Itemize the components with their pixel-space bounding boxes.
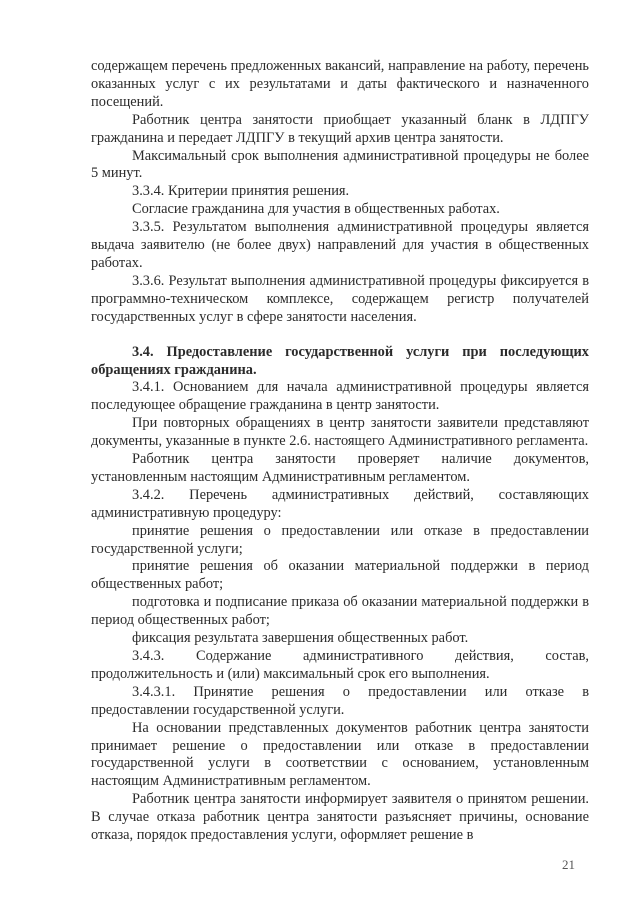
paragraph: Согласие гражданина для участия в общественных работах. (132, 201, 500, 218)
paragraph: 3.3.6. Результат выполнения административной процедуры фиксируется в программно-техническом комплексе, содержащем регистр получателей государственных услуг в сфере занятости населения. (91, 272, 589, 325)
paragraph: На основании представленных документов работник центра занятости принимает решение о предоставлении или отказе в предоставлении государственной услуги в соответствии с основанием, установленным настоящим Административным регламентом. (91, 719, 589, 790)
document-body (91, 58, 589, 845)
paragraph: Работник центра занятости приобщает указанный бланк в ЛДПГУ гражданина и передает ЛДПГУ в текущий архив центра занятости. (91, 111, 589, 146)
list-item: подготовка и подписание приказа об оказании материальной поддержки в период общественных работ; (91, 594, 589, 629)
paragraph: 3.4.2. Перечень административных действий, составляющих административную процедуру: (91, 486, 589, 521)
list-item: принятие решения об оказании материальной поддержки в период общественных работ; (91, 558, 589, 593)
paragraph: Работник центра занятости информирует заявителя о принятом решении. В случае отказа работник центра занятости разъясняет причины, основание отказа, порядок предоставления услуги, оформляет решение в (91, 791, 589, 844)
paragraph: 3.3.5. Результатом выполнения административной процедуры является выдача заявителю (не более двух) направлений для участия в общественных работах. (91, 219, 589, 271)
paragraph: При повторных обращениях в центр занятости заявители представляют документы, указанные в пункте 2.6. настоящего Административного регламента. (91, 415, 589, 450)
paragraph: 3.4.3. Содержание административного действия, состав, продолжительность и (или) максимальный срок его выполнения. (91, 648, 589, 682)
paragraph: 3.4.1. Основанием для начала административной процедуры является последующее обращение гражданина в центр занятости. (91, 379, 589, 414)
list-item: принятие решения о предоставлении или отказе в предоставлении государственной услуги; (91, 522, 589, 557)
paragraph: содержащем перечень предложенных вакансий, направление на работу, перечень оказанных услуг с их результатами и даты фактического и назначенного посещений. (91, 58, 589, 110)
paragraph: 3.3.4. Критерии принятия решения. (132, 183, 350, 200)
section-heading: 3.4. Предоставление государственной услуги при последующих обращениях гражданина. (91, 343, 589, 378)
paragraph: Максимальный срок выполнения административной процедуры не более 5 минут. (91, 147, 589, 182)
paragraph: Работник центра занятости проверяет наличие документов, установленным настоящим Административным регламентом. (91, 451, 589, 485)
page-number: 21 (562, 857, 575, 872)
list-item: фиксация результата завершения общественных работ. (132, 630, 469, 647)
paragraph: 3.4.3.1. Принятие решения о предоставлении или отказе в предоставлении государственной услуги. (91, 683, 589, 718)
